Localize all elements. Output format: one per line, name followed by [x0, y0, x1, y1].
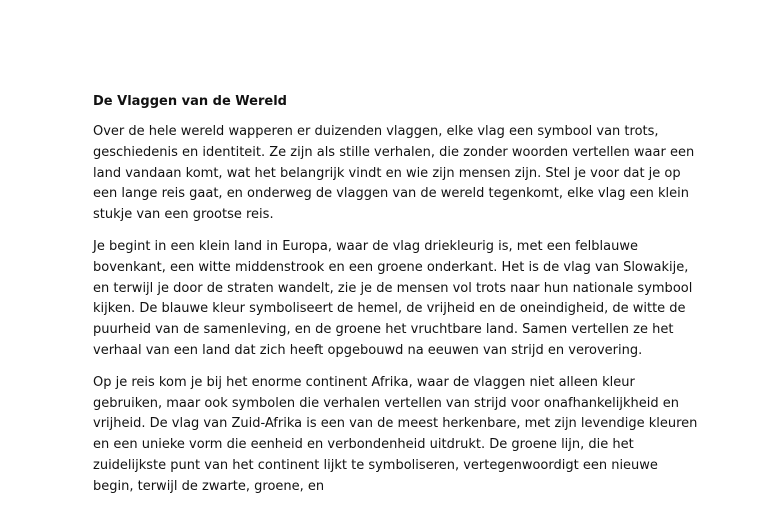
paragraph-intro: Over de hele wereld wapperen er duizenden vlaggen, elke vlag een symbool van trots, geschiedenis en identiteit. Ze zijn als stille verhalen, die zonder woorden vertellen waar een land vandaan komt, wat het belangrijk vindt en wie zijn mensen zijn. Stel je voor dat je op een lange reis gaat, en onderweg de vlaggen van de wereld tegenkomt, elke vlag een klein stukje van een grootse reis.: [93, 124, 695, 223]
paragraph-africa: Op je reis kom je bij het enorme continent Afrika, waar de vlaggen niet alleen kleur gebruiken, maar ook symbolen die verhalen vertellen van strijd voor onafhankelijkheid en vrijheid. De vlag van Zuid-Afrika is een van de meest herkenbare, met zijn levendige kleuren en een unieke vorm die eenheid en verbondenheid uitdrukt. De groene lijn, die het zuidelijkste punt van het continent lijkt te symboliseren, vertegenwoordigt een nieuwe begin, terwijl de zwarte, groene, en: [93, 374, 698, 494]
paragraph-slovakia: Je begint in een klein land in Europa, waar de vlag driekleurig is, met een felblauwe bovenkant, een witte middenstrook en een groene onderkant. Het is de vlag van Slowakije, en terwijl je door de straten wandelt, zie je de mensen vol trots naar hun nationale symbool kijken. De blauwe kleur symboliseert de hemel, de vrijheid en de oneindigheid, de witte de puurheid van de samenleving, en de groene het vruchtbare land. Samen vertellen ze het verhaal van een land dat zich heeft opgebouwd na eeuwen van strijd en verovering.: [93, 238, 693, 358]
document-title: De Vlaggen van de Wereld: [93, 94, 287, 109]
document-page: [93, 93, 699, 509]
